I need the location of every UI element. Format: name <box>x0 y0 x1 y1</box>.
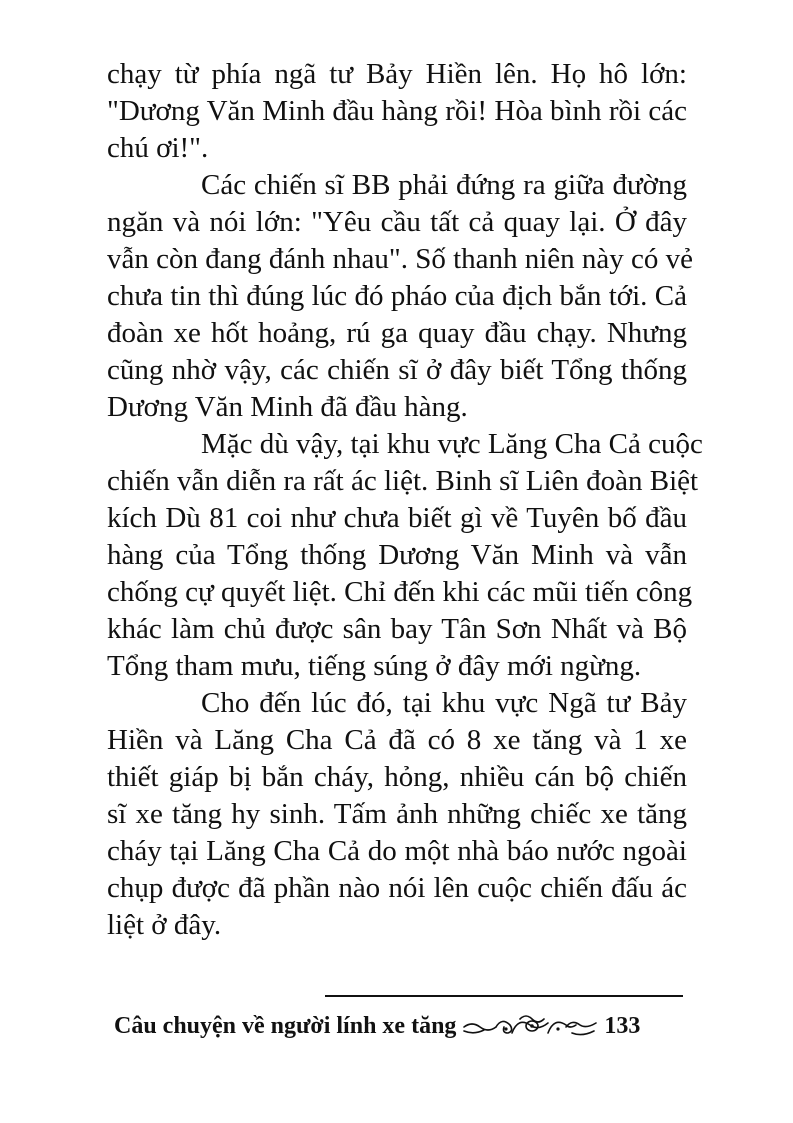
text-line: cháy tại Lăng Cha Cả do một nhà báo nước ngoài <box>107 835 687 867</box>
text-line: Cho đến lúc đó, tại khu vực Ngã tư Bảy <box>201 687 687 719</box>
text-line: khác làm chủ được sân bay Tân Sơn Nhất và Bộ <box>107 613 687 645</box>
text-line: chưa tin thì đúng lúc đó pháo của địch bắn tới. Cả <box>107 280 687 312</box>
text-line: liệt ở đây. <box>107 909 222 941</box>
decorative-flourish-icon <box>462 1011 602 1041</box>
text-line: cũng nhờ vậy, các chiến sĩ ở đây biết Tổng thống <box>107 354 687 386</box>
text-line: sĩ xe tăng hy sinh. Tấm ảnh những chiếc xe tăng <box>107 798 687 830</box>
footer-divider <box>325 995 683 997</box>
text-line: chụp được đã phần nào nói lên cuộc chiến đấu ác <box>107 872 687 904</box>
text-line: Dương Văn Minh đã đầu hàng. <box>107 391 468 423</box>
text-line: chú ơi!". <box>107 132 209 164</box>
text-line: "Dương Văn Minh đầu hàng rồi! Hòa bình rồi các <box>107 95 687 127</box>
text-line: thiết giáp bị bắn cháy, hỏng, nhiều cán bộ chiến <box>107 761 687 793</box>
text-line: Hiền và Lăng Cha Cả đã có 8 xe tăng và 1 xe <box>107 724 687 756</box>
book-title: Câu chuyện về người lính xe tăng <box>114 1012 457 1039</box>
text-line: Các chiến sĩ BB phải đứng ra giữa đường <box>201 169 687 201</box>
text-line: chạy từ phía ngã tư Bảy Hiền lên. Họ hô lớn: <box>107 58 687 90</box>
text-line: hàng của Tổng thống Dương Văn Minh và vẫn <box>107 539 687 571</box>
text-line: vẫn còn đang đánh nhau". Số thanh niên này có vẻ <box>107 243 694 275</box>
text-line: chống cự quyết liệt. Chỉ đến khi các mũi tiến công <box>107 576 693 608</box>
page-number: 133 <box>604 1012 641 1039</box>
text-line: đoàn xe hốt hoảng, rú ga quay đầu chạy. Nhưng <box>107 317 687 349</box>
text-line: Mặc dù vậy, tại khu vực Lăng Cha Cả cuộc <box>201 428 703 460</box>
page-footer <box>114 1008 686 1044</box>
body-text <box>107 56 703 944</box>
text-line: chiến vẫn diễn ra rất ác liệt. Binh sĩ Liên đoàn Biệt <box>107 465 699 497</box>
text-line: ngăn và nói lớn: "Yêu cầu tất cả quay lại. Ở đây <box>107 206 687 238</box>
text-line: kích Dù 81 coi như chưa biết gì về Tuyên bố đầu <box>107 502 687 534</box>
text-line: Tổng tham mưu, tiếng súng ở đây mới ngừng. <box>107 650 642 682</box>
